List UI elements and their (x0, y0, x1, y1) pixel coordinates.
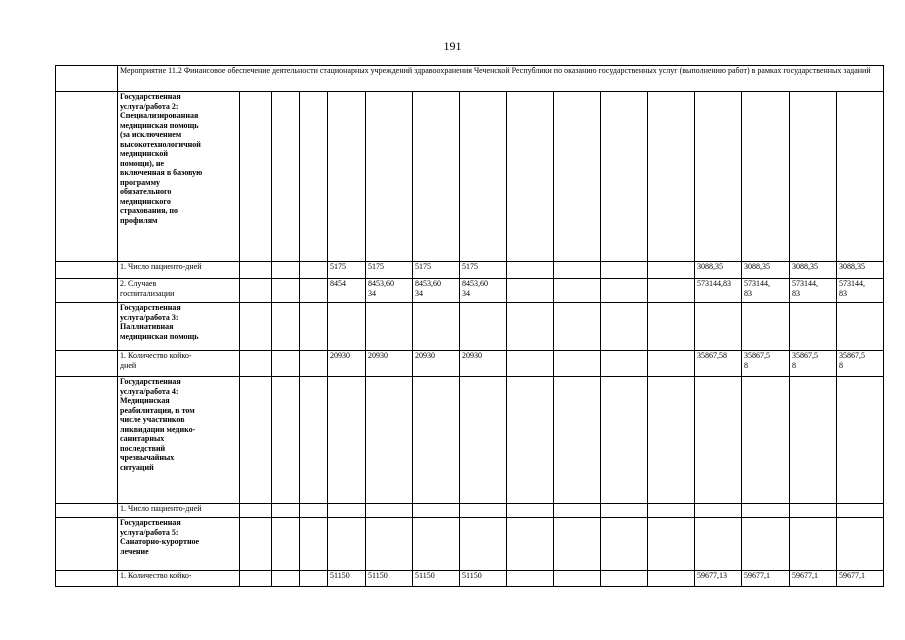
value-cell (413, 92, 460, 262)
value-cell (240, 571, 272, 587)
value-cell (601, 279, 648, 303)
value-cell: 5175 (413, 262, 460, 279)
value-cell: 20930 (413, 351, 460, 377)
value-cell: 51150 (460, 571, 507, 587)
value-cell (366, 377, 413, 504)
value-cell: 573144, 83 (742, 279, 790, 303)
value-cell (601, 518, 648, 571)
table-row (56, 504, 884, 518)
value-cell (695, 504, 742, 518)
value-cell (507, 351, 554, 377)
value-cell (460, 377, 507, 504)
value-cell (300, 262, 328, 279)
value-cell (601, 351, 648, 377)
value-cell (648, 504, 695, 518)
value-cell (601, 262, 648, 279)
value-cell (366, 518, 413, 571)
value-cell: 5175 (366, 262, 413, 279)
section-header-row (56, 66, 884, 92)
value-cell: 573144, 83 (790, 279, 837, 303)
value-cell: 573144, 83 (837, 279, 884, 303)
value-cell (648, 377, 695, 504)
value-cell (554, 262, 601, 279)
value-cell (272, 377, 300, 504)
value-cell (554, 571, 601, 587)
row-indent-cell (56, 262, 118, 279)
value-cell (507, 279, 554, 303)
value-cell: 3088,35 (837, 262, 884, 279)
value-cell (790, 504, 837, 518)
row-label: Государственная услуга/работа 4: Медицинская реабилитация, в том числе участников ликвидации медико- санитарных последствий чрезвычайных ситуаций (118, 377, 240, 504)
value-cell (601, 377, 648, 504)
value-cell (460, 92, 507, 262)
row-indent-cell (56, 518, 118, 571)
value-cell (790, 303, 837, 351)
value-cell: 5175 (460, 262, 507, 279)
value-cell (413, 303, 460, 351)
page-number: 191 (443, 39, 462, 53)
value-cell (413, 504, 460, 518)
row-indent-cell (56, 66, 118, 92)
value-cell (328, 377, 366, 504)
value-cell (413, 377, 460, 504)
value-cell (601, 571, 648, 587)
value-cell (240, 279, 272, 303)
value-cell (413, 518, 460, 571)
value-cell (300, 571, 328, 587)
value-cell: 59677,1 (790, 571, 837, 587)
value-cell (366, 303, 413, 351)
value-cell: 20930 (328, 351, 366, 377)
value-cell: 3088,35 (695, 262, 742, 279)
value-cell (328, 92, 366, 262)
row-label: 1. Число пациенто-дней (118, 262, 240, 279)
value-cell (554, 279, 601, 303)
value-cell (742, 377, 790, 504)
value-cell (790, 518, 837, 571)
value-cell (272, 571, 300, 587)
row-indent-cell (56, 279, 118, 303)
table-row (56, 351, 884, 377)
value-cell (648, 262, 695, 279)
value-cell (328, 504, 366, 518)
value-cell (272, 303, 300, 351)
value-cell (240, 351, 272, 377)
value-cell (460, 303, 507, 351)
value-cell (742, 518, 790, 571)
value-cell (507, 504, 554, 518)
value-cell: 3088,35 (790, 262, 837, 279)
value-cell (272, 262, 300, 279)
value-cell (460, 504, 507, 518)
value-cell (554, 377, 601, 504)
value-cell (648, 518, 695, 571)
value-cell (507, 303, 554, 351)
table-row (56, 571, 884, 587)
value-cell: 59677,13 (695, 571, 742, 587)
value-cell (507, 571, 554, 587)
table-row (56, 262, 884, 279)
value-cell (300, 279, 328, 303)
value-cell (648, 303, 695, 351)
row-indent-cell (56, 377, 118, 504)
row-label: Государственная услуга/работа 5: Санаторно-курортное лечение (118, 518, 240, 571)
value-cell (695, 377, 742, 504)
value-cell (554, 518, 601, 571)
value-cell: 35867,5 8 (790, 351, 837, 377)
table-row (56, 518, 884, 571)
value-cell (742, 92, 790, 262)
value-cell (837, 377, 884, 504)
value-cell (240, 518, 272, 571)
value-cell (272, 351, 300, 377)
data-table (55, 65, 884, 587)
value-cell (695, 92, 742, 262)
value-cell (837, 92, 884, 262)
value-cell (366, 92, 413, 262)
value-cell (648, 279, 695, 303)
value-cell (554, 303, 601, 351)
value-cell: 8453,60 34 (413, 279, 460, 303)
value-cell (507, 92, 554, 262)
value-cell: 3088,35 (742, 262, 790, 279)
value-cell (328, 518, 366, 571)
value-cell (272, 504, 300, 518)
value-cell: 59677,1 (837, 571, 884, 587)
value-cell (695, 303, 742, 351)
value-cell: 8453,60 34 (460, 279, 507, 303)
value-cell (300, 351, 328, 377)
value-cell: 20930 (366, 351, 413, 377)
row-indent-cell (56, 303, 118, 351)
value-cell (507, 518, 554, 571)
value-cell (790, 92, 837, 262)
value-cell (554, 92, 601, 262)
table-row (56, 377, 884, 504)
value-cell: 51150 (366, 571, 413, 587)
row-indent-cell (56, 92, 118, 262)
value-cell: 5175 (328, 262, 366, 279)
value-cell (507, 262, 554, 279)
value-cell (240, 504, 272, 518)
value-cell: 59677,1 (742, 571, 790, 587)
value-cell (742, 504, 790, 518)
value-cell: 51150 (413, 571, 460, 587)
table-row (56, 303, 884, 351)
value-cell (648, 351, 695, 377)
row-label: 1. Количество койко- (118, 571, 240, 587)
row-label: Государственная услуга/работа 3: Паллиативная медицинская помощь (118, 303, 240, 351)
value-cell (695, 518, 742, 571)
value-cell (240, 377, 272, 504)
value-cell (554, 504, 601, 518)
value-cell (300, 504, 328, 518)
value-cell: 51150 (328, 571, 366, 587)
value-cell (460, 518, 507, 571)
value-cell (366, 504, 413, 518)
value-cell (300, 377, 328, 504)
row-indent-cell (56, 504, 118, 518)
value-cell: 8453,60 34 (366, 279, 413, 303)
value-cell (272, 518, 300, 571)
value-cell (601, 303, 648, 351)
value-cell (240, 262, 272, 279)
value-cell (300, 92, 328, 262)
value-cell: 20930 (460, 351, 507, 377)
value-cell (272, 279, 300, 303)
value-cell: 8454 (328, 279, 366, 303)
section-header: Мероприятие 11.2 Финансовое обеспечение деятельности стационарных учреждений здравоохранения Чеченской Республики по оказанию государственных услуг (выполнению работ) в рамках государственных заданий (118, 66, 884, 92)
value-cell (837, 504, 884, 518)
row-indent-cell (56, 571, 118, 587)
row-indent-cell (56, 351, 118, 377)
value-cell (240, 303, 272, 351)
value-cell (554, 351, 601, 377)
value-cell (272, 92, 300, 262)
value-cell (648, 92, 695, 262)
table-row (56, 92, 884, 262)
value-cell (648, 571, 695, 587)
row-label: 1. Количество койко- дней (118, 351, 240, 377)
value-cell (742, 303, 790, 351)
value-cell (601, 92, 648, 262)
value-cell (300, 518, 328, 571)
value-cell: 35867,5 8 (742, 351, 790, 377)
table-row (56, 279, 884, 303)
value-cell (837, 518, 884, 571)
value-cell (300, 303, 328, 351)
value-cell (507, 377, 554, 504)
value-cell (837, 303, 884, 351)
row-label: 1. Число пациенто-дней (118, 504, 240, 518)
value-cell (240, 92, 272, 262)
value-cell (790, 377, 837, 504)
value-cell: 573144,83 (695, 279, 742, 303)
value-cell: 35867,58 (695, 351, 742, 377)
value-cell: 35867,5 8 (837, 351, 884, 377)
row-label: 2. Случаев госпитализации (118, 279, 240, 303)
row-label: Государственная услуга/работа 2: Специализированная медицинская помощь (за исключением высокотехнологичной медицинской помощи), не включенная в базовую программу обязательного медицинского страхования, по профилям (118, 92, 240, 262)
value-cell (328, 303, 366, 351)
value-cell (601, 504, 648, 518)
